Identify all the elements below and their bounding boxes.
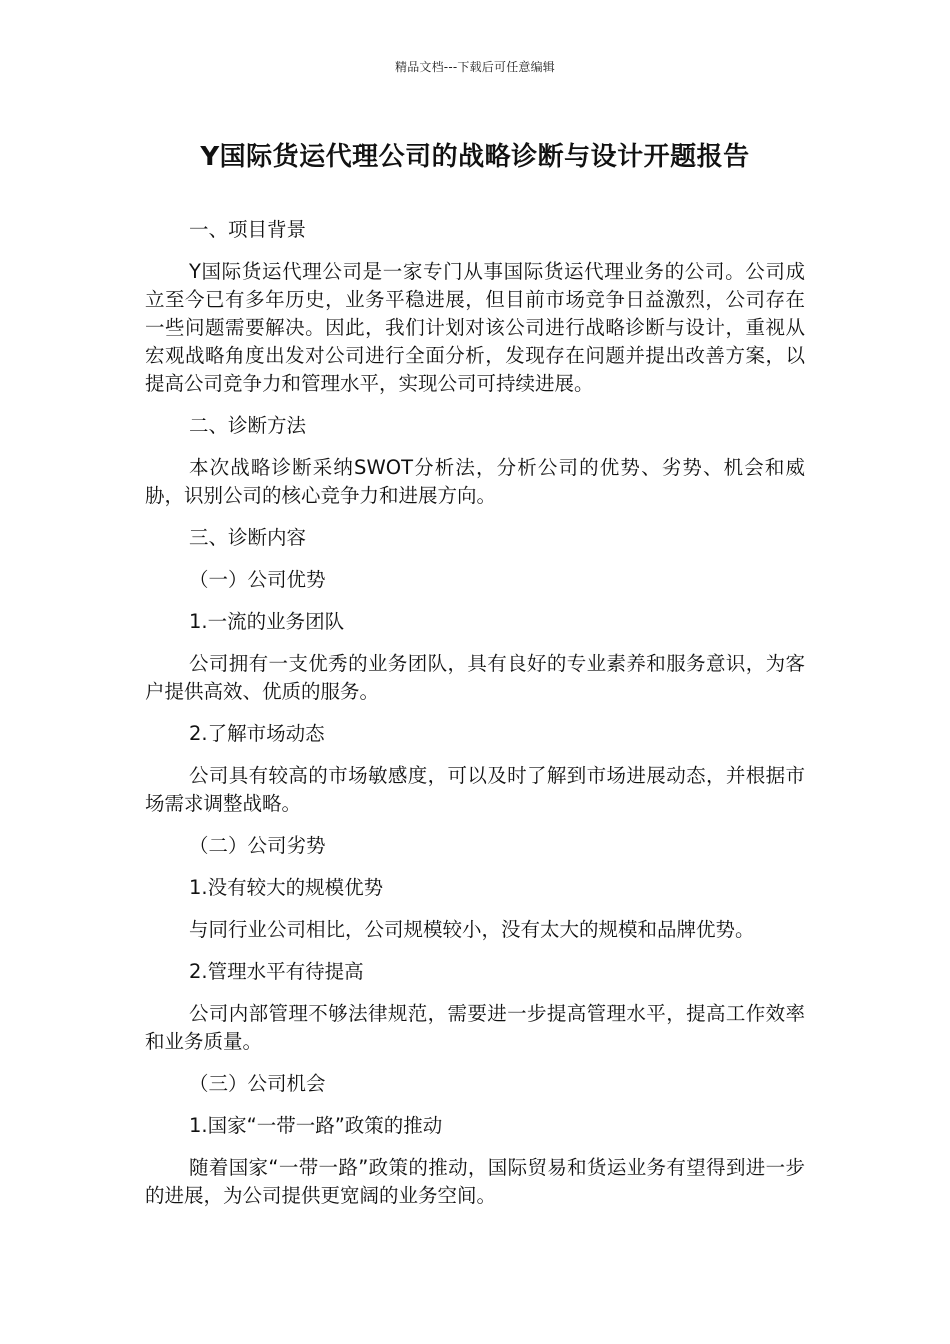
item-title-weakness-2: 2.管理水平有待提高 [189,960,364,983]
paragraph-weakness-2: 公司内部管理不够法律规范，需要进一步提高管理水平，提高工作效率和业务质量。 [145,1002,805,1053]
item-title-strength-1: 1.一流的业务团队 [189,610,345,633]
paragraph-strength-2: 公司具有较高的市场敏感度，可以及时了解到市场进展动态，并根据市场需求调整战略。 [145,764,805,815]
document-body [145,216,805,1224]
header-note: 精品文档---下载后可任意编辑 [395,60,555,74]
paragraph-opportunity-1: 随着国家“一带一路”政策的推动，国际贸易和货运业务有望得到进一步的进展，为公司提供更宽阔的业务空间。 [145,1156,805,1207]
section-heading-method: 二、诊断方法 [189,414,307,437]
section-heading-content: 三、诊断内容 [189,526,307,549]
paragraph-strength-1: 公司拥有一支优秀的业务团队，具有良好的专业素养和服务意识，为客户提供高效、优质的服务。 [145,652,805,703]
paragraph-background: Y国际货运代理公司是一家专门从事国际货运代理业务的公司。公司成立至今已有多年历史，业务平稳进展，但目前市场竞争日益激烈，公司存在一些问题需要解决。因此，我们计划对该公司进行战略诊断与设计，重视从宏观战略角度出发对公司进行全面分析，发现存在问题并提出改善方案，以提高公司竞争力和管理水平，实现公司可持续进展。 [145,260,805,395]
subheading-strengths: （一）公司优势 [189,568,326,591]
subheading-weaknesses: （二）公司劣势 [189,834,326,857]
section-heading-background: 一、项目背景 [189,218,307,241]
item-title-strength-2: 2.了解市场动态 [189,722,325,745]
item-title-weakness-1: 1.没有较大的规模优势 [189,876,384,899]
document-title: Y国际货运代理公司的战略诊断与设计开题报告 [200,142,750,172]
subheading-opportunities: （三）公司机会 [189,1072,326,1095]
paragraph-method: 本次战略诊断采纳SWOT分析法，分析公司的优势、劣势、机会和威胁，识别公司的核心竞争力和进展方向。 [145,456,805,507]
paragraph-weakness-1: 与同行业公司相比，公司规模较小，没有太大的规模和品牌优势。 [189,918,755,941]
item-title-opportunity-1: 1.国家“一带一路”政策的推动 [189,1114,443,1137]
